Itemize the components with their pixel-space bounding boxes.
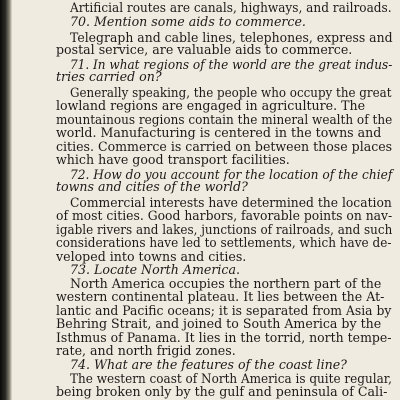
body-line: considerations have led to settlements, which have de- xyxy=(56,235,392,251)
body-line: of most cities. Good harbors, favorable points on nav- xyxy=(56,208,393,224)
body-line: lowland regions are engaged in agriculture. The xyxy=(56,98,366,114)
question-line: 74. What are the features of the coast line? xyxy=(70,356,347,372)
body-line: western continental plateau. It lies between the At- xyxy=(56,289,385,305)
body-line: Commercial interests have determined the location xyxy=(70,194,392,210)
body-line: Isthmus of Panama. It lies in the torrid, north tempe- xyxy=(56,329,392,345)
body-line: which have good transport facilities. xyxy=(56,152,290,168)
body-line: postal service, are valuable aids to commerce. xyxy=(56,42,353,58)
body-line: The western coast of North America is quite regular, xyxy=(70,370,392,386)
body-line: Behring Strait, and joined to South America by the xyxy=(56,316,382,332)
body-line: being broken only by the gulf and peninsula of Cali- xyxy=(56,384,388,399)
question-line: 72. How do you account for the location of the chief xyxy=(70,166,393,182)
body-line: Telegraph and cable lines, telephones, express and xyxy=(70,29,393,45)
question-line: 71. In what regions of the world are the great indus- xyxy=(70,56,393,72)
body-line: Generally speaking, the people who occupy the great xyxy=(70,84,392,100)
question-line: towns and cities of the world? xyxy=(56,179,248,195)
question-line: 73. Locate North America. xyxy=(70,262,240,278)
body-line: cities. Commerce is carried on between those places xyxy=(56,138,393,154)
body-line: veloped into towns and cities. xyxy=(56,248,247,264)
question-line: 70. Mention some aids to commerce. xyxy=(70,14,306,30)
body-line: mountainous regions contain the mineral wealth of the xyxy=(56,111,393,127)
page-gutter-shadow xyxy=(0,0,12,400)
body-line: Artificial routes are canals, highways, and railroads. xyxy=(70,0,392,15)
body-line: world. Manufacturing is centered in the towns and xyxy=(56,125,382,141)
body-line: igable rivers and lakes, junctions of railroads, and such xyxy=(56,221,393,237)
question-line: tries carried on? xyxy=(56,69,162,85)
body-line: rate, and north frigid zones. xyxy=(56,343,236,359)
body-line: North America occupies the northern part of the xyxy=(70,275,382,291)
body-line: lantic and Pacific oceans; it is separated from Asia by xyxy=(56,302,392,318)
